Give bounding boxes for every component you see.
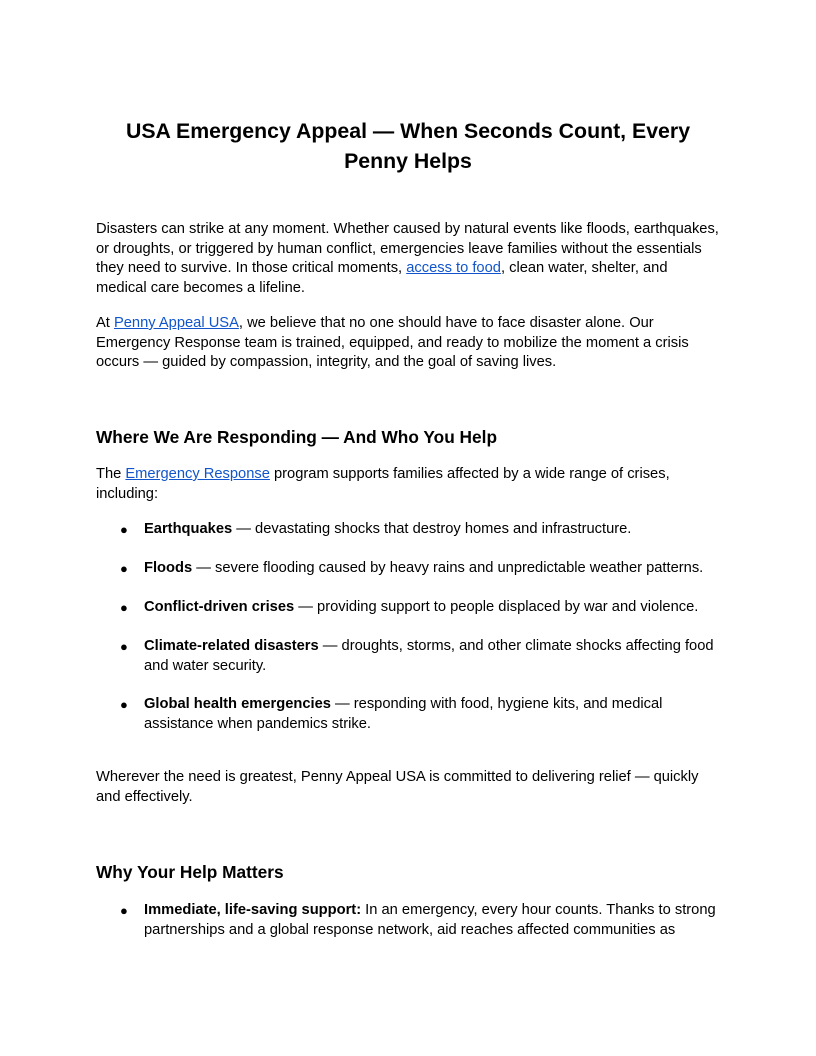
section1-lead-paragraph — [96, 465, 720, 504]
list-item-bold: Earthquakes — [144, 521, 233, 537]
page-title: USA Emergency Appeal — When Seconds Count, Every Penny Helps — [125, 119, 691, 173]
list-item-text: — severe flooding caused by heavy rains and unpredictable weather patterns. — [192, 560, 704, 576]
intro-paragraph-1 — [96, 220, 720, 298]
section-heading-why-help: Why Your Help Matters — [96, 862, 284, 882]
list-item-text: — droughts, storms, and other climate shocks affecting food and water security. — [144, 638, 714, 674]
list-item — [120, 520, 720, 540]
intro-p2-text-before: At — [96, 315, 114, 331]
list-item-text: — responding with food, hygiene kits, and medical assistance when pandemics strike. — [144, 696, 663, 732]
bullet-icon: ● — [120, 522, 128, 537]
list-item-bold: Climate-related disasters — [144, 638, 319, 654]
intro-p2-text-after: , we believe that no one should have to face disaster alone. Our Emergency Response team is trained, equipped, and ready to mobilize the moment a crisis occurs — guided by compassion, integrity, and the goal of saving lives. — [96, 315, 689, 370]
list-item — [120, 637, 720, 676]
section1-closing-paragraph: Wherever the need is greatest, Penny Appeal USA is committed to delivering relief — quickly and effectively. — [96, 769, 699, 805]
bullet-icon: ● — [120, 600, 128, 615]
list-item-text: — devastating shocks that destroy homes and infrastructure. — [232, 521, 632, 537]
intro-paragraph-2 — [96, 314, 720, 373]
list-item-bold: Conflict-driven crises — [144, 599, 295, 615]
list-item — [120, 695, 720, 734]
penny-appeal-usa-link[interactable]: Penny Appeal USA — [113, 315, 239, 331]
intro-p1-text-after: , clean water, shelter, and medical care becomes a lifeline. — [96, 260, 668, 296]
list-item — [120, 598, 720, 618]
list-item-bold: Floods — [144, 560, 193, 576]
list-item-text: In an emergency, every hour counts. Thanks to strong partnerships and a global response network, aid reaches affected communities as — [144, 902, 716, 938]
section1-lead-before: The — [96, 466, 126, 482]
access-to-food-link[interactable]: access to food — [406, 260, 501, 276]
section1-lead-after: program supports families affected by a wide range of crises, including: — [96, 466, 670, 502]
emergency-response-link[interactable]: Emergency Response — [125, 466, 270, 482]
section-heading-responding: Where We Are Responding — And Who You Help — [96, 427, 497, 447]
bullet-icon: ● — [120, 639, 128, 654]
list-item — [120, 559, 720, 579]
list-item-bold: Immediate, life-saving support: — [144, 902, 362, 918]
list-item-bold: Global health emergencies — [144, 696, 331, 712]
intro-p1-text-before: Disasters can strike at any moment. Whether caused by natural events like floods, earthquakes, or droughts, or triggered by human conflict, emergencies leave families without the essentials they need to survive. In those critical moments, — [96, 221, 719, 276]
list-item-text: — providing support to people displaced by war and violence. — [294, 599, 699, 615]
bullet-icon: ● — [120, 903, 128, 918]
list-item — [120, 901, 720, 940]
bullet-icon: ● — [120, 697, 128, 712]
bullet-icon: ● — [120, 561, 128, 576]
